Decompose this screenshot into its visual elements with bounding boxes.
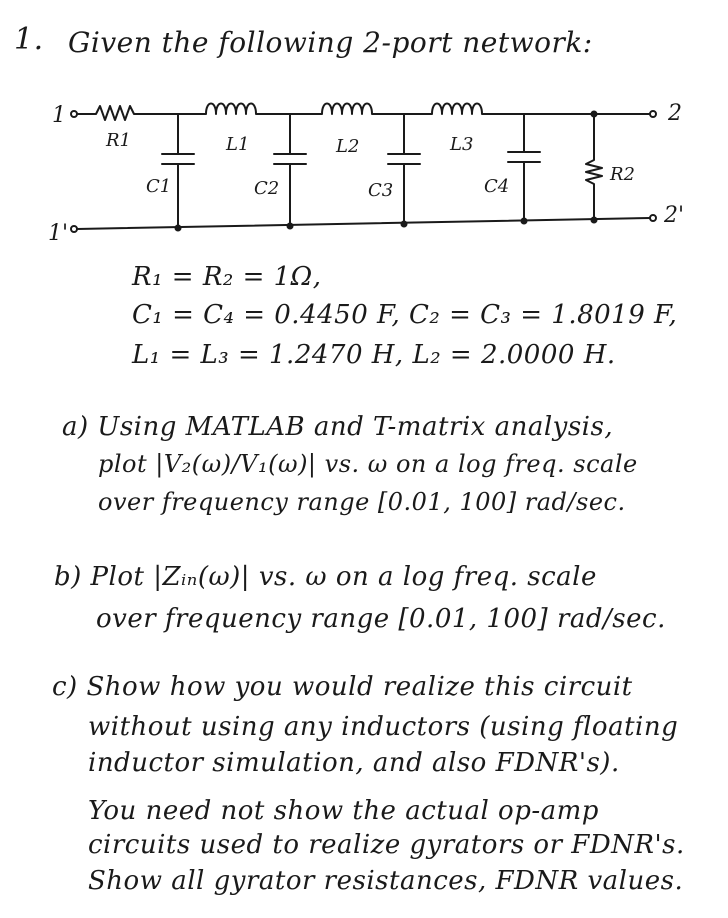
- node-1-label: 1: [52, 103, 66, 128]
- part-b-line-2: over frequency range [0.01, 100] rad/sec.: [96, 604, 666, 634]
- terminal-2: [650, 111, 656, 117]
- values-line-1: R₁ = R₂ = 1Ω,: [132, 262, 322, 292]
- problem-number: 1.: [14, 22, 44, 57]
- capacitor-c2: [274, 114, 306, 229]
- part-a-line-1: a) Using MATLAB and T-matrix analysis,: [62, 412, 614, 442]
- capacitor-c3: [388, 114, 420, 227]
- part-c-line-3: inductor simulation, and also FDNR's).: [88, 748, 620, 778]
- inductor-l1: [178, 104, 290, 115]
- circuit-diagram: [0, 0, 728, 250]
- c4-label: C4: [484, 176, 510, 197]
- capacitor-c1: [162, 114, 194, 231]
- part-c-line-1: c) Show how you would realize this circuit: [52, 672, 633, 702]
- part-a-line-3: over frequency range [0.01, 100] rad/sec.: [98, 488, 626, 516]
- problem-intro: Given the following 2-port network:: [68, 26, 593, 59]
- node-1p-label: 1': [48, 221, 69, 246]
- part-c-line-6: Show all gyrator resistances, FDNR values.: [88, 866, 684, 896]
- r1-label: R1: [106, 130, 132, 151]
- inductor-l2: [290, 104, 404, 115]
- values-line-3: L₁ = L₃ = 1.2470 H, L₂ = 2.0000 H.: [132, 340, 616, 370]
- l1-label: L1: [226, 134, 250, 155]
- part-c-line-2: without using any inductors (using floating: [88, 712, 679, 742]
- part-a-line-2: plot |V₂(ω)/V₁(ω)| vs. ω on a log freq. scale: [98, 450, 638, 478]
- values-line-2: C₁ = C₄ = 0.4450 F, C₂ = C₃ = 1.8019 F,: [132, 300, 678, 330]
- part-b-line-1: b) Plot |Zᵢₙ(ω)| vs. ω on a log freq. scale: [54, 562, 597, 592]
- c3-label: C3: [368, 180, 394, 201]
- part-c-line-5: circuits used to realize gyrators or FDNR's.: [88, 830, 685, 860]
- node-2p-label: 2': [664, 203, 685, 228]
- capacitor-c4: [508, 114, 540, 224]
- r2-label: R2: [610, 164, 636, 185]
- c1-label: C1: [146, 176, 172, 197]
- resistor-r1: [77, 106, 178, 120]
- node-2-label: 2: [668, 101, 682, 126]
- c2-label: C2: [254, 178, 280, 199]
- part-c-line-4: You need not show the actual op-amp: [88, 796, 599, 826]
- resistor-r2: [586, 112, 602, 223]
- inductor-l3: [404, 104, 524, 115]
- l2-label: L2: [336, 136, 360, 157]
- l3-label: L3: [450, 134, 474, 155]
- terminal-2p: [650, 215, 656, 221]
